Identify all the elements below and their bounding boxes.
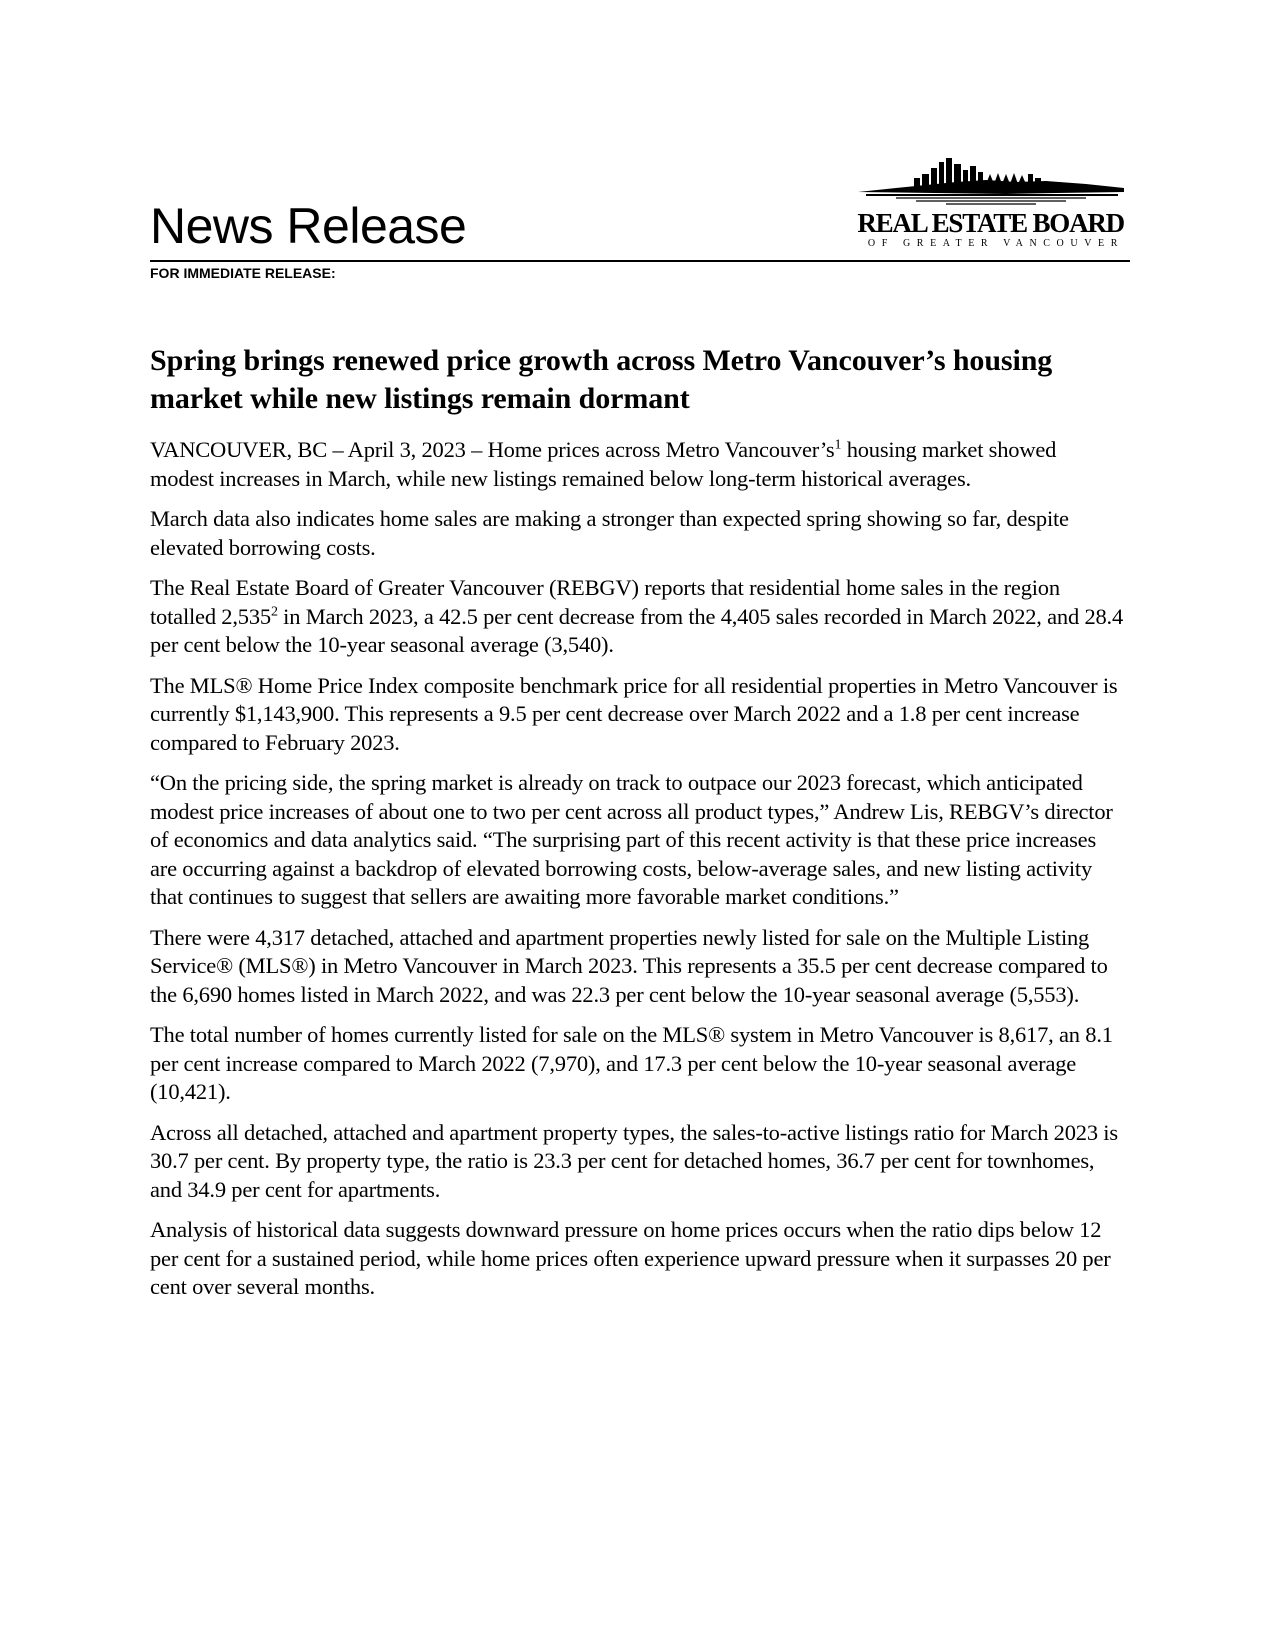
footnote-marker: 1 xyxy=(834,437,842,453)
paragraph: March data also indicates home sales are making a stronger than expected spring showing so far, despite elevated borrowing costs. xyxy=(150,506,1069,560)
paragraph-new-listings: There were 4,317 detached, attached and apartment properties newly listed for sale on the Multiple Listing Service® (MLS®) in Metro Vancouver in March 2023. This represents a 35.5 per cent decrease compared to the 6,690 homes listed in March 2022, and was 22.3 per cent below the 10-year seasonal average (5,553). xyxy=(150,924,1108,1007)
paragraph-text: housing market showed modest increases in March, while new listings remained below long-term historical averages. xyxy=(150,437,1057,491)
paragraph-text: VANCOUVER, BC – April 3, 2023 – Home prices across Metro Vancouver’s xyxy=(150,437,835,462)
paragraph-quote: “On the pricing side, the spring market is already on track to outpace our 2023 forecast, which anticipated modest price increases of about one to two per cent across all product types,” Andrew Lis, REBGV’s director of economics and data analytics said. “The surprising part of this recent activity is that these price increases are occurring against a backdrop of elevated borrowing costs, below-average sales, and new listing activity that continues to suggest that sellers are awaiting more favorable market conditions.” xyxy=(150,770,1113,909)
vancouver-skyline-icon xyxy=(856,158,1130,208)
article-headline: Spring brings renewed price growth across Metro Vancouver’s housing market while new listings remain dormant xyxy=(150,344,1053,415)
paragraph-intro xyxy=(150,436,1125,493)
paragraph-text: The Real Estate Board of Greater Vancouver (REBGV) reports that residential home sales in the region totalled 2,535 xyxy=(150,575,1060,629)
footnote-marker: 2 xyxy=(270,604,278,619)
logo-name: REAL ESTATE BOARD xyxy=(857,208,1124,238)
release-label: FOR IMMEDIATE RELEASE: xyxy=(150,265,336,281)
rebgv-logo xyxy=(856,158,1130,252)
paragraph-sales xyxy=(150,574,1125,660)
logo-tagline: OF GREATER VANCOUVER xyxy=(867,238,1124,249)
paragraph-benchmark-price: The MLS® Home Price Index composite benchmark price for all residential properties in Metro Vancouver is currently $1,143,900. This represents a 9.5 per cent decrease over March 2022 and a 1.8 per cent increase compared to February 2023. xyxy=(150,672,1118,755)
header-divider xyxy=(150,260,1130,262)
page-title: News Release xyxy=(150,198,467,254)
paragraph-analysis: Analysis of historical data suggests downward pressure on home prices occurs when the ratio dips below 12 per cent for a sustained period, while home prices often experience upward pressure when it surpasses 20 per cent over several months. xyxy=(150,1217,1111,1299)
paragraph-total-listings: The total number of homes currently listed for sale on the MLS® system in Metro Vancouver is 8,617, an 8.1 per cent increase compared to March 2022 (7,970), and 17.3 per cent below the 10-year seasonal average (10,421). xyxy=(150,1022,1113,1104)
paragraph-text: in March 2023, a 42.5 per cent decrease from the 4,405 sales recorded in March 2022, and 28.4 per cent below the 10-year seasonal average (3,540). xyxy=(150,603,1124,657)
paragraph-sales-ratio: Across all detached, attached and apartment property types, the sales-to-active listings ratio for March 2023 is 30.7 per cent. By property type, the ratio is 23.3 per cent for detached homes, 36.7 per cent for townhomes, and 34.9 per cent for apartments. xyxy=(150,1119,1118,1202)
article-body xyxy=(150,342,1125,1314)
